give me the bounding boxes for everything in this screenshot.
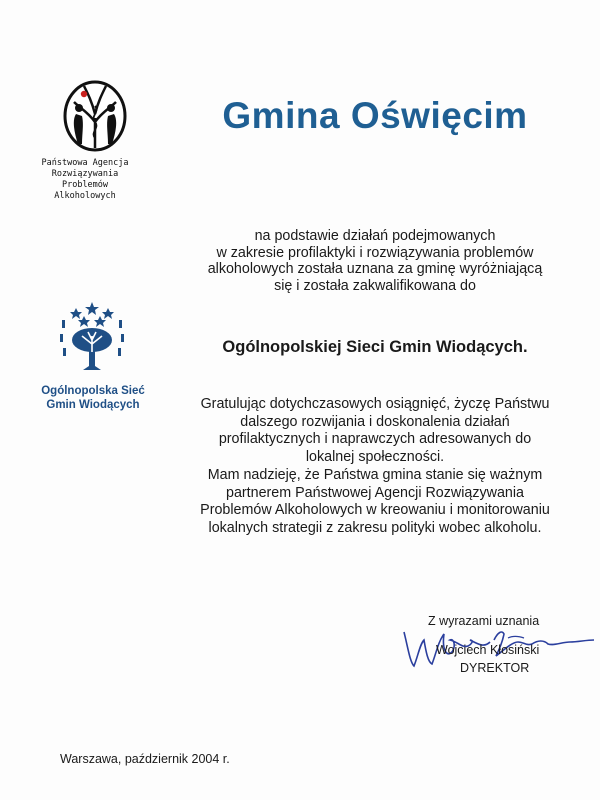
intro-paragraph	[165, 228, 585, 294]
network-title: Ogólnopolskiej Sieci Gmin Wiodących.	[222, 338, 528, 356]
signer-name: Wojciech Kłosiński	[436, 643, 540, 657]
network-name-line: Gmin Wiodących	[46, 399, 140, 411]
page-title: Gmina Oświęcim	[222, 95, 528, 136]
hope-line: partnerem Państwowej Agencji Rozwiązywania	[226, 484, 524, 501]
congrats-line: Gratulując dotychczasowych osiągnięć, życzę Państwu	[200, 396, 550, 412]
agency-name-line: Państwowa Agencja	[41, 158, 129, 168]
intro-line: w zakresie profilaktyki i rozwiązywania problemów	[216, 244, 534, 261]
hope-line: lokalnych strategii z zakresu polityki wobec alkoholu.	[208, 519, 542, 536]
place-date: Warszawa, październik 2004 r.	[60, 752, 230, 766]
agency-name	[20, 158, 150, 202]
hope-line: Mam nadzieję, że Państwa gmina stanie się ważnym	[207, 467, 543, 483]
agency-name-line: Problemów	[61, 180, 109, 190]
network-name-line: Ogólnopolska Sieć	[41, 385, 145, 397]
intro-line: alkoholowych została uznana za gminę wyróżniającą	[207, 261, 543, 277]
tree-stars-icon	[58, 300, 126, 374]
agency-name-line: Alkoholowych	[54, 191, 116, 201]
intro-line: się i została zakwalifikowana do	[274, 277, 476, 294]
adam-eve-tree-icon	[62, 78, 128, 152]
hope-paragraph	[155, 467, 595, 537]
agency-name-line: Rozwiązywania	[51, 169, 119, 179]
closing-text: Z wyrazami uznania	[428, 614, 540, 628]
hope-line: Problemów Alkoholowych w kreowaniu i monitorowaniu	[200, 502, 550, 518]
congrats-line: lokalnej społeczności.	[305, 448, 445, 465]
signer-title: DYREKTOR	[460, 661, 530, 675]
congrats-paragraph	[155, 396, 595, 466]
congrats-line: dalszego rozwijania i doskonalenia działań	[240, 413, 510, 430]
network-name	[28, 384, 158, 412]
intro-line: na podstawie działań podejmowanych	[254, 228, 496, 244]
congrats-line: profilaktycznych i naprawczych adresowanych do	[218, 431, 532, 447]
